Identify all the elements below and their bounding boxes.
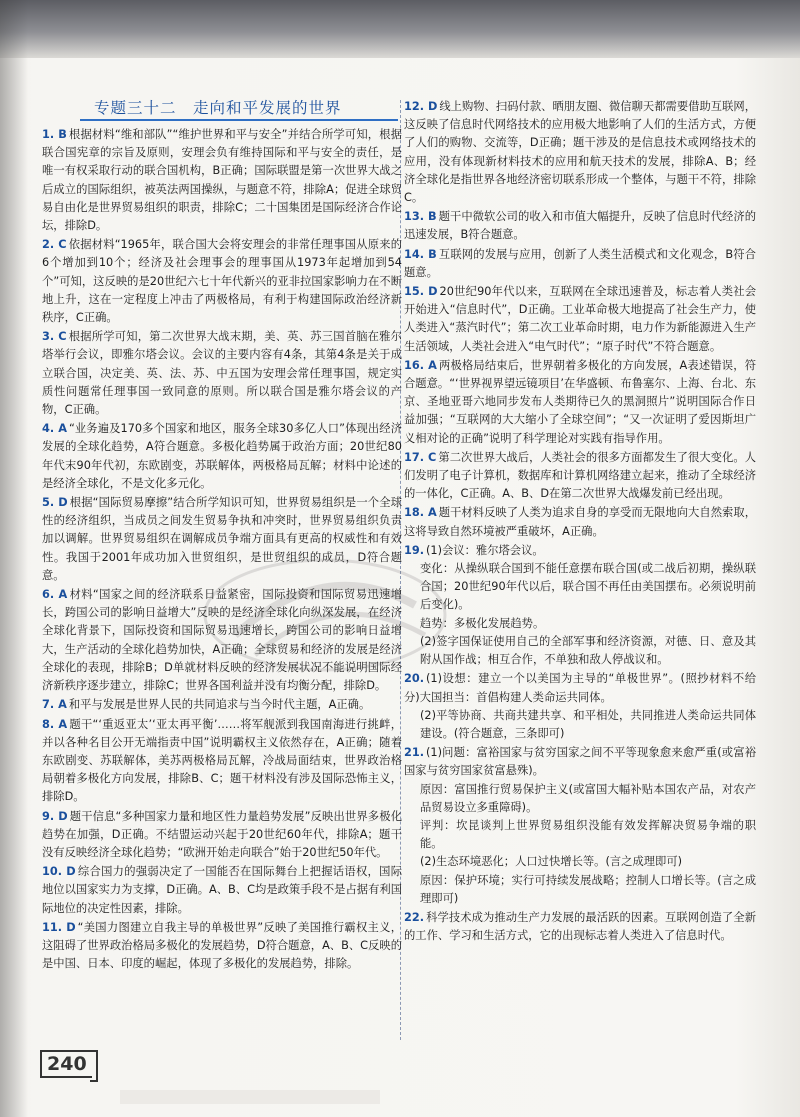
answer-text: 和平与发展是世界人民的共同追求与当今时代主题，A正确。 (68, 698, 371, 712)
answer-text: 题干中微软公司的收入和市值大幅提升，反映了信息时代经济的迅速发展，B符合题意。 (404, 210, 756, 242)
answer-number: 13. B (404, 210, 437, 224)
answer-text: 根据“国际贸易摩擦”结合所学知识可知，世界贸易组织是一个全球性的经济组织，当成员之间发生贸易争执和冲突时，世界贸易组织负责加以调解。世界贸易组织在调解成员争端方面具有更高的权威性和有效性。我国于2001年成功加入世贸组织，是世贸组织的成员，D符合题意。 (42, 496, 402, 582)
answer-text: 科学技术成为推动生产力发展的最活跃的因素。互联网创造了全新的工作、学习和生活方式，它的出现标志着人类进入了信息时代。 (404, 910, 756, 943)
answer-item (42, 126, 402, 235)
answer-item (404, 246, 756, 282)
answer-text: 20世纪90年代以来，互联网在全球迅速普及，标志着人类社会开始进入“信息时代”，D正确。工业革命极大地提高了社会生产力，使人类进入“蒸汽时代”；第二次工业革命时期，电力作为新能源进入生产生活领域，人类社会进入“电气时代”；“原子时代”不符合题意。 (404, 285, 756, 353)
left-column (42, 126, 402, 974)
page-number: 240 (40, 1050, 92, 1078)
answer-subline: 变化：从操纵联合国到不能任意摆布联合国(或二战后初期，操纵联合国；20世纪90年代以后，联合国不再任由美国摆布。必须说明前后变化)。 (420, 562, 756, 612)
bottom-margin (120, 1090, 380, 1104)
answer-item (42, 586, 402, 695)
answer-item (42, 919, 402, 974)
answer-text: 线上购物、扫码付款、晒朋友圈、微信聊天都需要借助互联网，这反映了信息时代网络技术的应用极大地影响了人们的生活方式，方便了人们的购物、交流等，D正确；题干涉及的是信息技术或网络技术的应用，没有体现新材料技术的应用和航天技术的发展，排除A、B；经济全球化是指世界各地经济密切联系形成一个整体，与题干不符，排除C。 (404, 100, 756, 205)
answer-item (404, 670, 756, 743)
answer-item (404, 98, 756, 207)
answer-number: 12. D (404, 100, 438, 113)
answer-subline: (2)平等协商、共商共建共享、和平相处，共同推进人类命运共同体建设。(符合题意，三条即可) (420, 708, 756, 740)
answer-number: 15. D (404, 285, 438, 299)
section-title: 专题三十二 走向和平发展的世界 (94, 99, 342, 117)
top-shadow-band (0, 0, 800, 58)
answer-text: (1)会议：雅尔塔会议。 (426, 543, 544, 557)
answer-number: 3. C (42, 330, 67, 344)
answer-subline: 原因：富国推行贸易保护主义(或富国大幅补贴本国农产品，对农产品贸易设立多重障碍)。 (420, 782, 756, 814)
answer-item (42, 808, 402, 863)
answer-item (404, 744, 756, 908)
answer-number: 2. C (42, 238, 67, 252)
answer-number: 18. A (404, 506, 437, 520)
answer-item (42, 696, 402, 714)
answer-subline: (2)签字国保证使用自己的全部军事和经济资源，对德、日、意及其附从国作战；相互合作，不单独和敌人停战议和。 (420, 634, 756, 667)
answer-subline: (2)生态环境恶化；人口过快增长等。(言之成理即可) (420, 855, 683, 869)
answer-item (404, 542, 756, 669)
answer-text: 综合国力的强弱决定了一国能否在国际舞台上把握话语权，国际地位以国家实力为支撑，D正确。A、B、C均是政策手段不是占据有利国际地位的决定性因素，排除。 (42, 865, 402, 915)
answer-text: 互联网的发展与应用，创新了人类生活模式和文化观念，B符合题意。 (404, 247, 756, 279)
answer-number: 19. (404, 543, 425, 557)
answer-text: 材料“国家之间的经济联系日益紧密，国际投资和国际贸易迅速增长，跨国公司的影响日益增大”反映的是经济全球化向纵深发展，在经济全球化背景下，国际投资和国际贸易迅速增长，跨国公司的影响日益增大，生产活动的全球化趋势加快，A正确；全球贸易和经济的发展是经济全球化的表现，排除B；D单就材料反映的经济发展状况不能说明国际经济新秩序逐步建立，排除C；世界各国利益并没有均衡分配，排除D。 (42, 588, 403, 693)
answer-text: (1)问题：富裕国家与贫穷国家之间不平等现象愈来愈严重(或富裕国家与贫穷国家贫富悬殊)。 (404, 746, 756, 778)
answer-text: 第二次世界大战后，人类社会的很多方面都发生了很大变化。人们发明了电子计算机，数据库和计算机网络建立起来，推动了全球经济的一体化，C正确。A、B、D在第二次世界大战爆发前已经出现。 (404, 450, 756, 501)
answer-text: 根据所学可知，第二次世界大战末期，美、英、苏三国首脑在雅尔塔举行会议，即雅尔塔会议。会议的主要内容有4条，其第4条是关于成立联合国，决定美、英、法、苏、中五国为安理会常任理事国，规定实质性问题常任理事国一致同意的原则。所以联合国是雅尔塔会议的产物，C正确。 (42, 330, 402, 417)
answer-subline: 原因：保护环境；实行可持续发展战略；控制人口增长等。(言之成理即可) (420, 873, 756, 905)
answer-text: “美国力图建立自我主导的单极世界”反映了美国推行霸权主义，这阻碍了世界政治格局多极化的发展趋势，D符合题意，A、B、C反映的是中国、日本、印度的崛起，体现了多极化的发展趋势，排除。 (42, 920, 402, 971)
answer-item (42, 328, 402, 419)
right-column (404, 98, 756, 946)
binding-shadow (0, 0, 28, 1117)
answer-item (42, 420, 402, 493)
answer-item (404, 909, 756, 945)
answer-text: 题干“‘重返亚太’‘亚太再平衡’……将军舰派到我国南海进行挑衅，并以各种名目公开无端指责中国”说明霸权主义依然存在，A正确；随着东欧剧变、苏联解体，美苏两极格局瓦解，冷战局面结束，世界政治格局朝着多极化方向发展，排除B、C；题干材料没有涉及国际恐怖主义，排除D。 (42, 717, 402, 804)
answer-item (404, 283, 756, 356)
answer-number: 1. B (42, 128, 67, 141)
answer-number: 14. B (404, 247, 437, 261)
answer-text: 依据材料“1965年，联合国大会将安理会的非常任理事国从原来的6个增加到10个；经济及社会理事会的理事国从1973年起增加到54个”可知，这反映的是20世纪六七十年代新兴的亚非拉国家影响力在不断地上升，这在一定程度上冲击了两极格局，有利于构建国际政治经济新秩序，C正确。 (42, 238, 402, 325)
answer-item (42, 236, 402, 327)
answer-text: “业务遍及170多个国家和地区，服务全球30多亿人口”体现出经济发展的全球化趋势，A符合题意。多极化趋势属于政治方面；20世纪80年代末90年代初，东欧剧变，苏联解体，两极格局瓦解；材料中论述的是经济全球化，不是文化多元化。 (42, 422, 402, 490)
answer-text: 两极格局结束后，世界朝着多极化的方向发展，A表述错误，符合题意。“‘世界视界望远镜项目’在华盛顿、布鲁塞尔、上海、台北、东京、圣地亚哥六地同步发布人类期待已久的黑洞照片”说明国际合作日益加强；“互联网的大大缩小了全球空间”；“又一次证明了爱因斯坦广义相对论的正确”说明了科学理论对实践有指导作用。 (404, 358, 756, 445)
answer-number: 7. A (42, 698, 67, 712)
answer-number: 17. C (404, 450, 437, 464)
answer-number: 5. D (42, 496, 68, 510)
answer-subline: 趋势：多极化发展趋势。 (420, 616, 545, 630)
answer-number: 20. (404, 672, 425, 686)
answer-number: 6. A (42, 588, 68, 602)
answer-item (42, 494, 402, 585)
answer-text: 根据材料“维和部队”“维护世界和平与安全”并结合所学可知，根据联合国宪章的宗旨及原则，安理会负有维持国际和平与安全的责任，是唯一有权采取行动的联合国机构，B正确；国际联盟是第一次世界大战之后成立的国际组织，被英法两国操纵，与题意不符，排除A；促进全球贸易自由化是世界贸易组织的职责，排除C；二十国集团是国际经济合作论坛，排除D。 (42, 128, 402, 233)
answer-item (404, 504, 756, 540)
title-underline (80, 119, 398, 121)
answer-subline: 评判：坎昆谈判上世界贸易组织没能有效发挥解决贸易争端的职能。 (420, 818, 756, 851)
answer-number: 21. (404, 746, 425, 760)
answer-number: 22. (404, 910, 425, 924)
answer-number: 8. A (42, 717, 68, 731)
answer-item (404, 449, 756, 504)
answer-number: 16. A (404, 358, 437, 372)
answer-item (404, 357, 756, 448)
answer-number: 9. D (42, 809, 68, 823)
answer-item (42, 863, 402, 918)
answer-number: 4. A (42, 422, 67, 436)
answer-number: 10. D (42, 865, 76, 879)
answer-number: 11. D (42, 920, 76, 934)
answer-text: (1)设想：建立一个以美国为主导的“单极世界”。(照抄材料不给分)大国担当：首倡构建人类命运共同体。 (404, 672, 756, 704)
answer-text: 题干材料反映了人类为追求自身的享受而无限地向大自然索取，这将导致自然环境被严重破坏，A正确。 (404, 506, 756, 538)
answer-text: 题干信息“多种国家力量和地区性力量趋势发展”反映出世界多极化趋势在加强，D正确。不结盟运动兴起于20世纪60年代，排除A；题干没有反映经济全球化趋势；“欧洲开始走向联合”始于20世纪50年代。 (42, 809, 402, 859)
answer-item (42, 716, 402, 807)
answer-item (404, 208, 756, 244)
